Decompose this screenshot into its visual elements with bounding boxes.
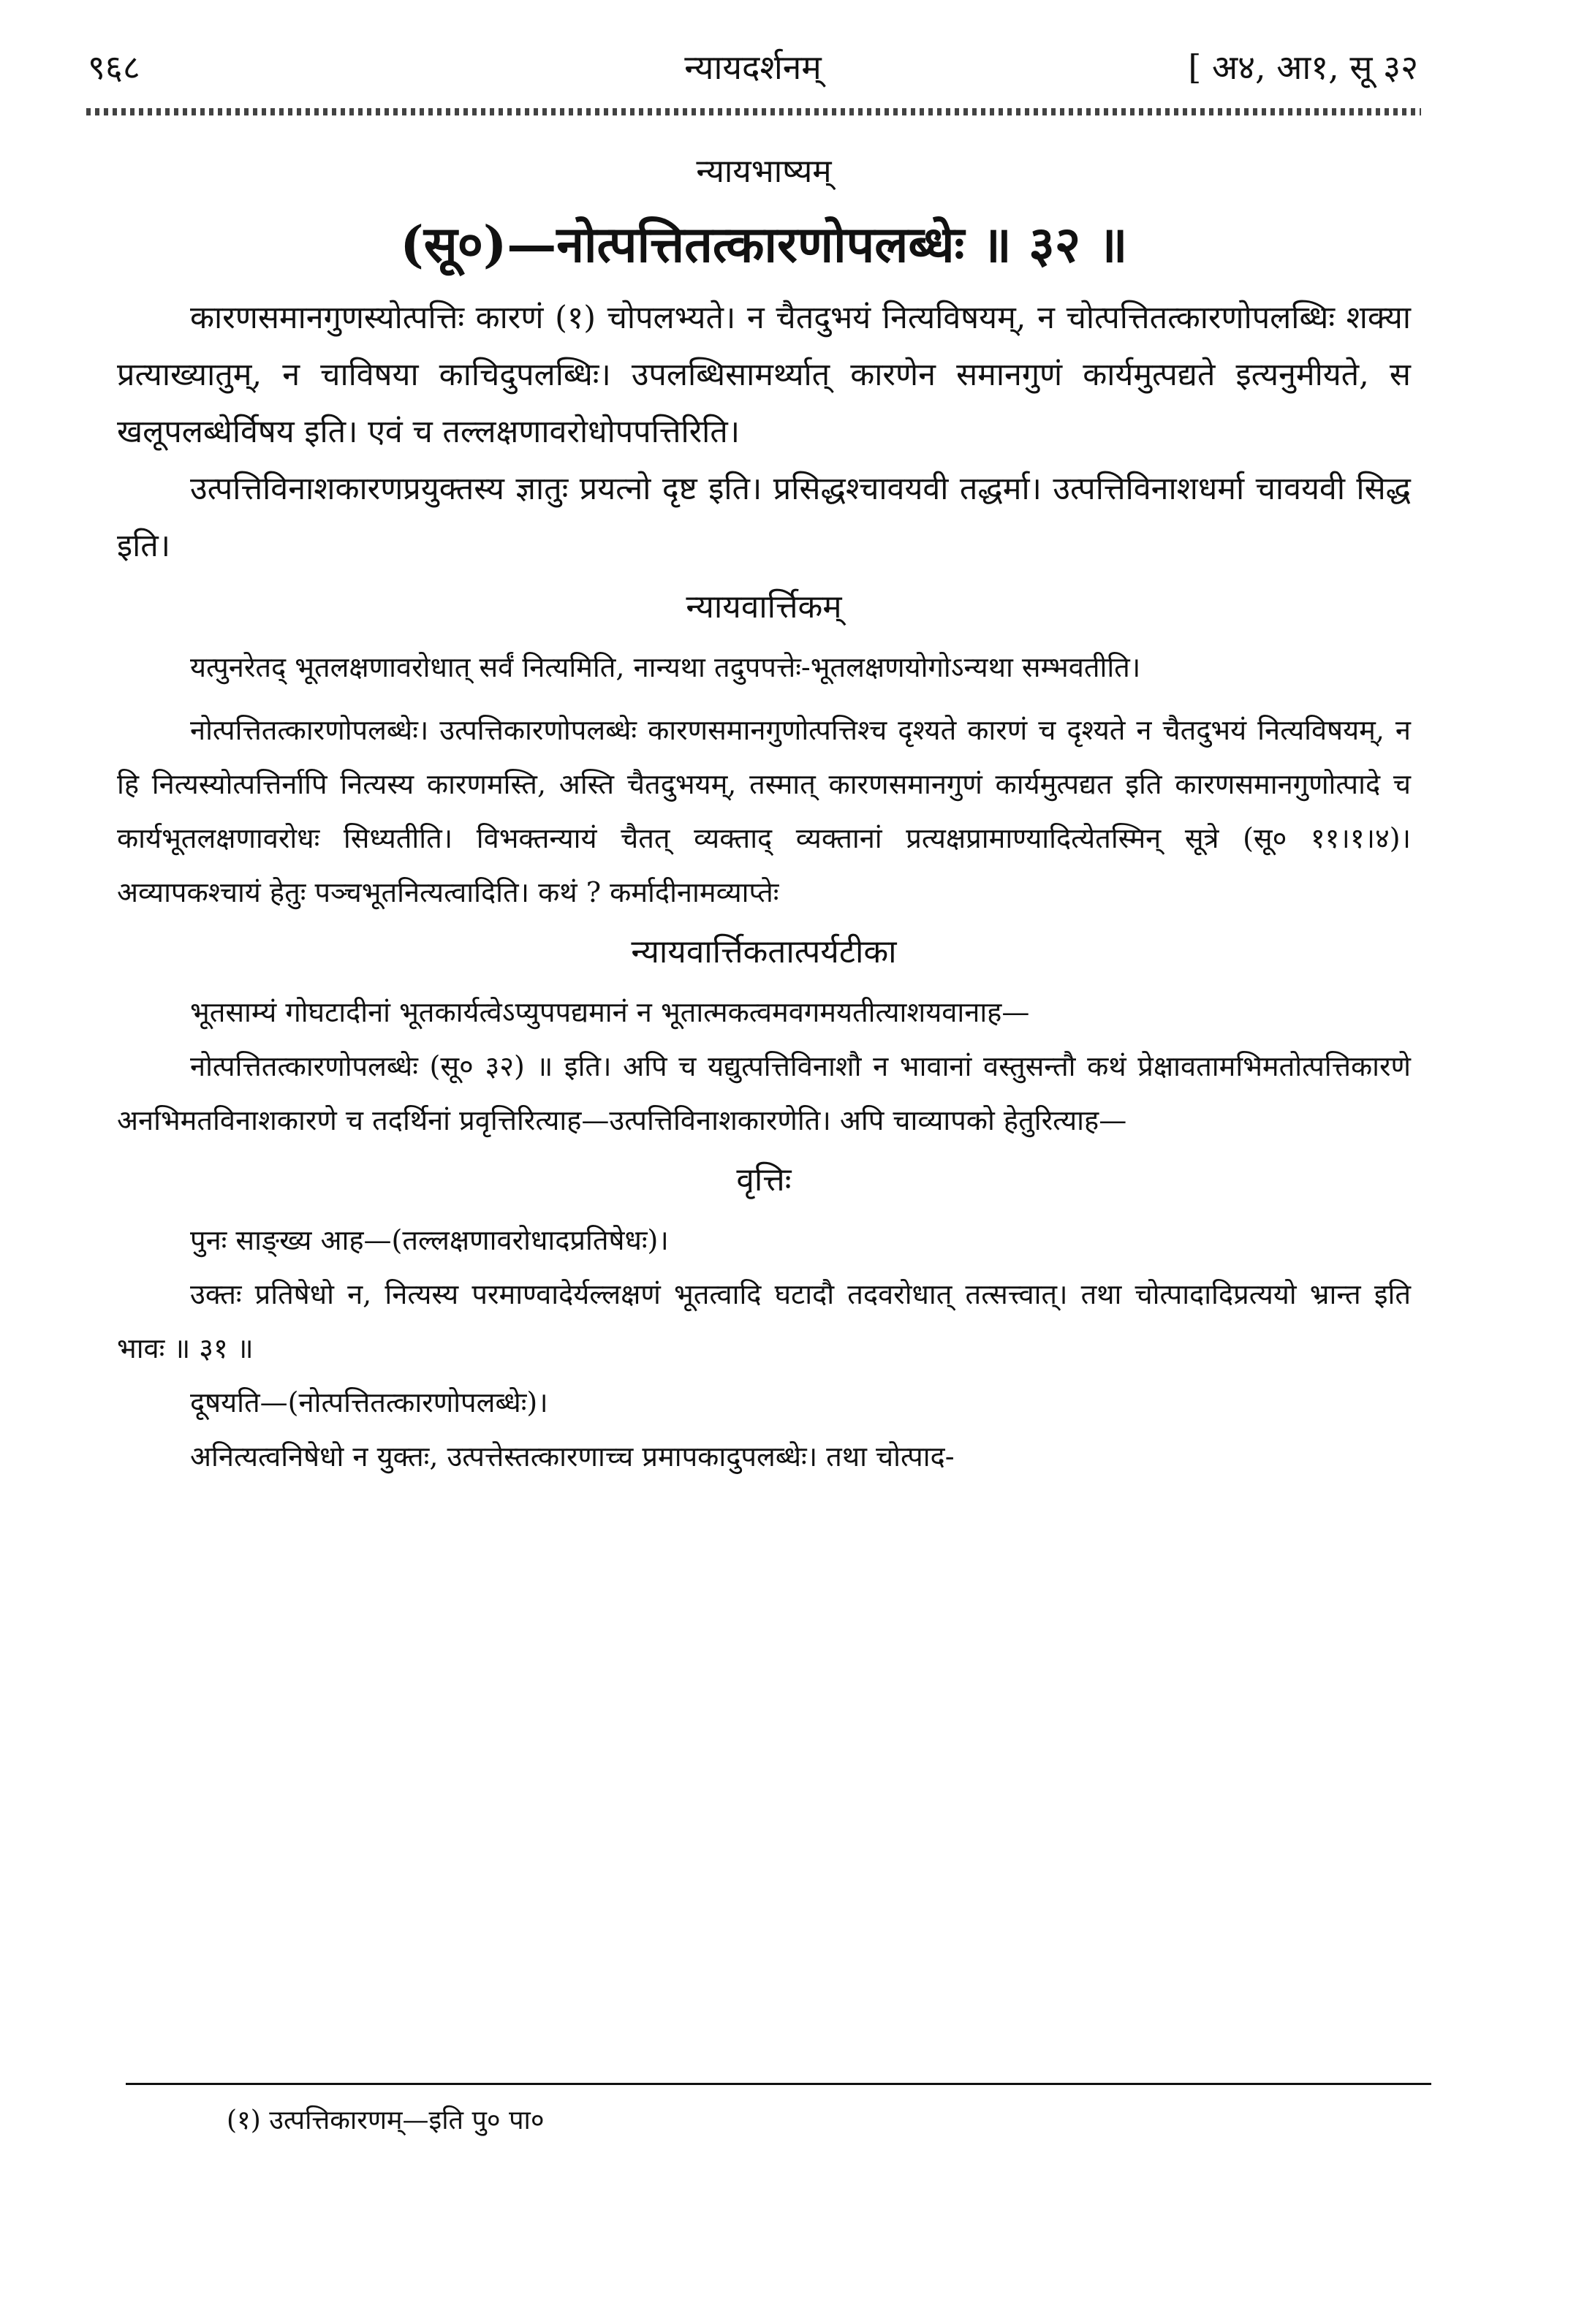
main-text [117,139,1411,1484]
running-title: न्यायदर्शनम् [684,48,822,87]
vritti-paragraph-1: पुनः साङ्ख्य आह—(तल्लक्षणावरोधादप्रतिषेधः)। [190,1224,669,1256]
vritti-paragraph-3: दूषयति—(नोत्पत्तितत्कारणोपलब्धेः)। [190,1386,548,1419]
footnote-divider [126,2083,1431,2085]
section-heading-vritti: वृत्तिः [736,1161,792,1199]
page-header [88,35,1418,101]
sutra-heading: (सू०)—नोत्पत्तितत्कारणोपलब्धेः ॥ ३२ ॥ [400,216,1128,274]
section-heading-vartika: न्यायवार्त्तिकम् [686,588,842,626]
vartika-paragraph-1: यत्पुनरेतद् भूतलक्षणावरोधात् सर्वं नित्यमिति, नान्यथा तदुपपत्तेः-भूतलक्षणयोगोऽन्यथा सम्भवतीति। [190,651,1141,683]
header-divider [86,108,1421,115]
bhashya-paragraph-1: कारणसमानगुणस्योत्पत्तिः कारणं (१) चोपलभ्यते। न चैतदुभयं नित्यविषयम्, न चोत्पत्तितत्कारणोपलब्धिः शक्या प्रत्याख्यातुम्, न चाविषया काचिदुपलब्धिः। उपलब्धिसामर्थ्यात् कारणेन समानगुणं कार्यमुत्पद्यते इत्यनुमीयते, स खलूपलब्धेर्विषय इति। एवं च तल्लक्षणावरोधोपपत्तिरिति। [117,300,1411,450]
section-heading-tika: न्यायवार्त्तिकतात्पर्यटीका [631,933,897,971]
section-heading-bhashya: न्यायभाष्यम् [696,153,832,190]
footnote: (१) उत्पत्तिकारणम्—इति पु० पा० [227,2105,545,2135]
tika-paragraph-1: भूतसाम्यं गोघटादीनां भूतकार्यत्वेऽप्युपपद्यमानं न भूतात्मकत्वमवगमयतीत्याशयवानाह— [190,996,1030,1028]
bhashya-paragraph-2: उत्पत्तिविनाशकारणप्रयुक्तस्य ज्ञातुः प्रयत्नो दृष्ट इति। प्रसिद्धश्चावयवी तद्धर्मा। उत्पत्तिविनाशधर्मा चावयवी सिद्ध इति। [117,471,1411,564]
chapter-reference: [ अ४, आ१, सू ३२ [1188,48,1418,87]
vritti-paragraph-4: अनित्यत्वनिषेधो न युक्तः, उत्पत्तेस्तत्कारणाच्च प्रमापकादुपलब्धेः। तथा चोत्पाद- [190,1440,955,1473]
vritti-paragraph-2: उक्तः प्रतिषेधो न, नित्यस्य परमाण्वादेर्यल्लक्षणं भूतत्वादि घटादौ तदवरोधात् तत्सत्त्वात्। तथा चोत्पादादिप्रत्ययो भ्रान्त इति भावः ॥ ३१ ॥ [117,1278,1411,1364]
tika-paragraph-2: नोत्पत्तितत्कारणोपलब्धेः (सू० ३२) ॥ इति। अपि च यद्युत्पत्तिविनाशौ न भावानां वस्तुसन्तौ कथं प्रेक्षावतामभिमतोत्पत्तिकारणे अनभिमतविनाशकारणे च तदर्थिनां प्रवृत्तिरित्याह—उत्पत्तिविनाशकारणेति। अपि चाव्यापको हेतुरित्याह— [117,1050,1411,1136]
vartika-paragraph-2: नोत्पत्तितत्कारणोपलब्धेः। उत्पत्तिकारणोपलब्धेः कारणसमानगुणोत्पत्तिश्च दृश्यते कारणं च दृश्यते न चैतदुभयं नित्यविषयम्, न हि नित्यस्योत्पत्तिर्नापि नित्यस्य कारणमस्ति, अस्ति चैतदुभयम्, तस्मात् कारणसमानगुणं कार्यमुत्पद्यत इति कारणसमानगुणोत्पादे च कार्यभूतलक्षणावरोधः सिध्यतीति। विभक्तन्यायं चैतत् व्यक्ताद् व्यक्तानां प्रत्यक्षप्रामाण्यादित्येतस्मिन् सूत्रे (सू० ११।१।४)। अव्यापकश्चायं हेतुः पञ्चभूतनित्यत्वादिति। कथं ? कर्मादीनामव्याप्तेः [117,714,1411,908]
page-number: ९६८ [88,48,140,87]
